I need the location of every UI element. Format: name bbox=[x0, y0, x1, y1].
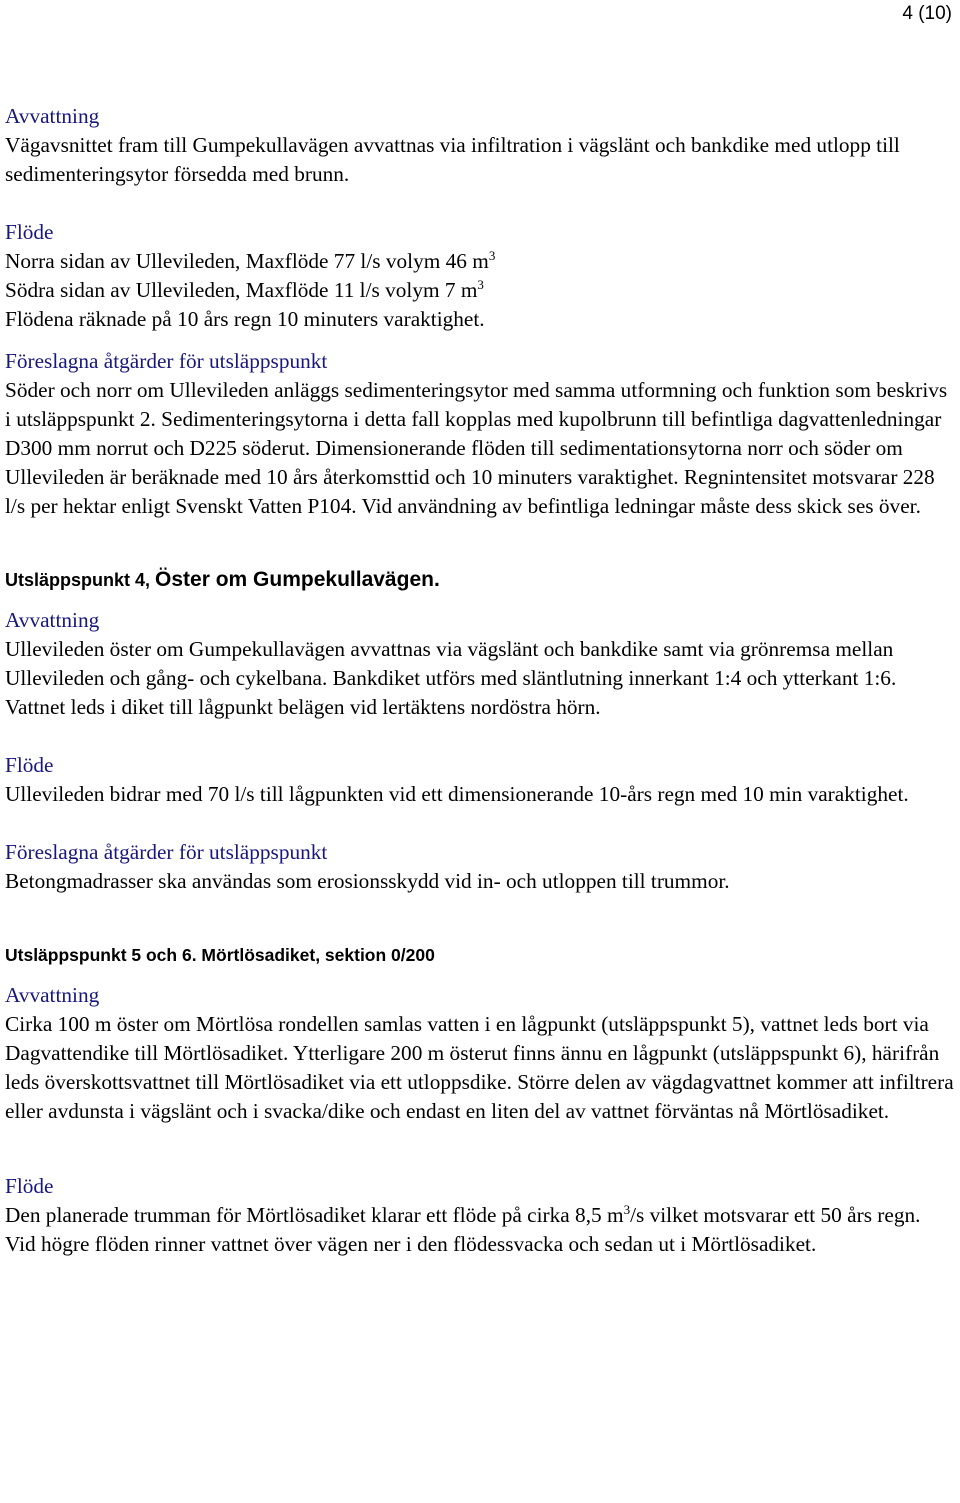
avvattning-text: Vägavsnittet fram till Gumpekullavägen avvattnas via infiltration i vägslänt och bankdike med utlopp till sedimenteringsytor försedda med brunn. bbox=[5, 133, 900, 186]
atgarder-heading: Föreslagna åtgärder för utsläppspunkt bbox=[5, 840, 328, 864]
flode-text: Ullevileden bidrar med 70 l/s till lågpunkten vid ett dimensionerande 10-års regn med 10 min varaktighet. bbox=[5, 782, 909, 806]
flode-heading: Flöde bbox=[5, 1174, 54, 1198]
flode-line-south: Södra sidan av Ullevileden, Maxflöde 11 l/s volym 7 $m^3$ bbox=[5, 277, 484, 302]
atgarder-text: Söder och norr om Ullevileden anläggs sedimenteringsytor med samma utformning och funktion som beskrivs i utsläppspunkt 2. Sedimenteringsytorna i detta fall kopplas med kupolbrunn till befintliga dagvattenledningar D300 mm norrut och D225 söderut. Dimensionerande flöden till sedimentationsytorna norr och söder om Ullevileden är beräknade med 10 års återkomsttid och 10 minuters varaktighet. Regnintensitet motsvarar 228 l/s per hektar enligt Svenskt Vatten P104. Vid användning av befintliga ledningar måste dess skick ses över. bbox=[5, 378, 948, 518]
intro-atgarder bbox=[5, 347, 955, 521]
avvattning-heading: Avvattning bbox=[5, 104, 100, 128]
avvattning-heading: Avvattning bbox=[5, 983, 100, 1007]
section-4-flode bbox=[5, 751, 955, 809]
flode-heading: Flöde bbox=[5, 220, 54, 244]
flode-heading: Flöde bbox=[5, 753, 54, 777]
section-4-atgarder bbox=[5, 838, 955, 896]
avvattning-text: Cirka 100 m öster om Mörtlösa rondellen samlas vatten i en lågpunkt (utsläppspunkt 5), vattnet leds bort via Dagvattendike till Mörtlösadiket. Ytterligare 200 m österut finns ännu en lågpunkt (utsläppspunkt 6), härifrån leds överskottsvattnet till Mörtlösadiket via ett utloppsdike. Större delen av vägdagvattnet kommer att infiltrera eller avdunsta i vägslänt och i svacka/dike och endast en liten del av vattnet förväntas nå Mörtlösadiket. bbox=[5, 1012, 954, 1123]
section-5-6-title: Utsläppspunkt 5 och 6. Mörtlösadiket, sektion 0/200 bbox=[5, 945, 435, 965]
intro-flode bbox=[5, 218, 955, 334]
flode-text: Den planerade trumman för Mörtlösadiket klarar ett flöde på cirka 8,5 $m^3/s$ vilket motsvarar ett 50 års regn. Vid högre flöden rinner vattnet över vägen ner i den flödessvacka och sedan ut i Mörtlösadiket. bbox=[5, 1202, 921, 1256]
document-body bbox=[5, 102, 955, 1259]
atgarder-text: Betongmadrasser ska användas som erosionsskydd vid in- och utloppen till trummor. bbox=[5, 869, 730, 893]
flode-line-north: Norra sidan av Ullevileden, Maxflöde 77 l/s volym 46 $m^3$ bbox=[5, 248, 496, 273]
avvattning-text: Ullevileden öster om Gumpekullavägen avvattnas via vägslänt och bankdike samt via grönremsa mellan Ullevileden och gång- och cykelbana. Bankdiket utförs med släntlutning innerkant 1:4 och ytterkant 1:6. Vattnet leds i diket till lågpunkt belägen vid lertäktens nordöstra hörn. bbox=[5, 637, 897, 719]
intro-avvattning bbox=[5, 102, 955, 189]
section-5-6-avvattning bbox=[5, 981, 955, 1126]
avvattning-heading: Avvattning bbox=[5, 608, 100, 632]
section-5-6-flode bbox=[5, 1172, 955, 1259]
section-4-avvattning bbox=[5, 606, 955, 722]
page-number: 4 (10) bbox=[902, 3, 952, 24]
flode-line-note: Flödena räknade på 10 års regn 10 minuters varaktighet. bbox=[5, 307, 485, 331]
atgarder-heading: Föreslagna åtgärder för utsläppspunkt bbox=[5, 349, 328, 373]
section-4-title: Utsläppspunkt 4, Öster om Gumpekullavägen. bbox=[5, 568, 440, 591]
